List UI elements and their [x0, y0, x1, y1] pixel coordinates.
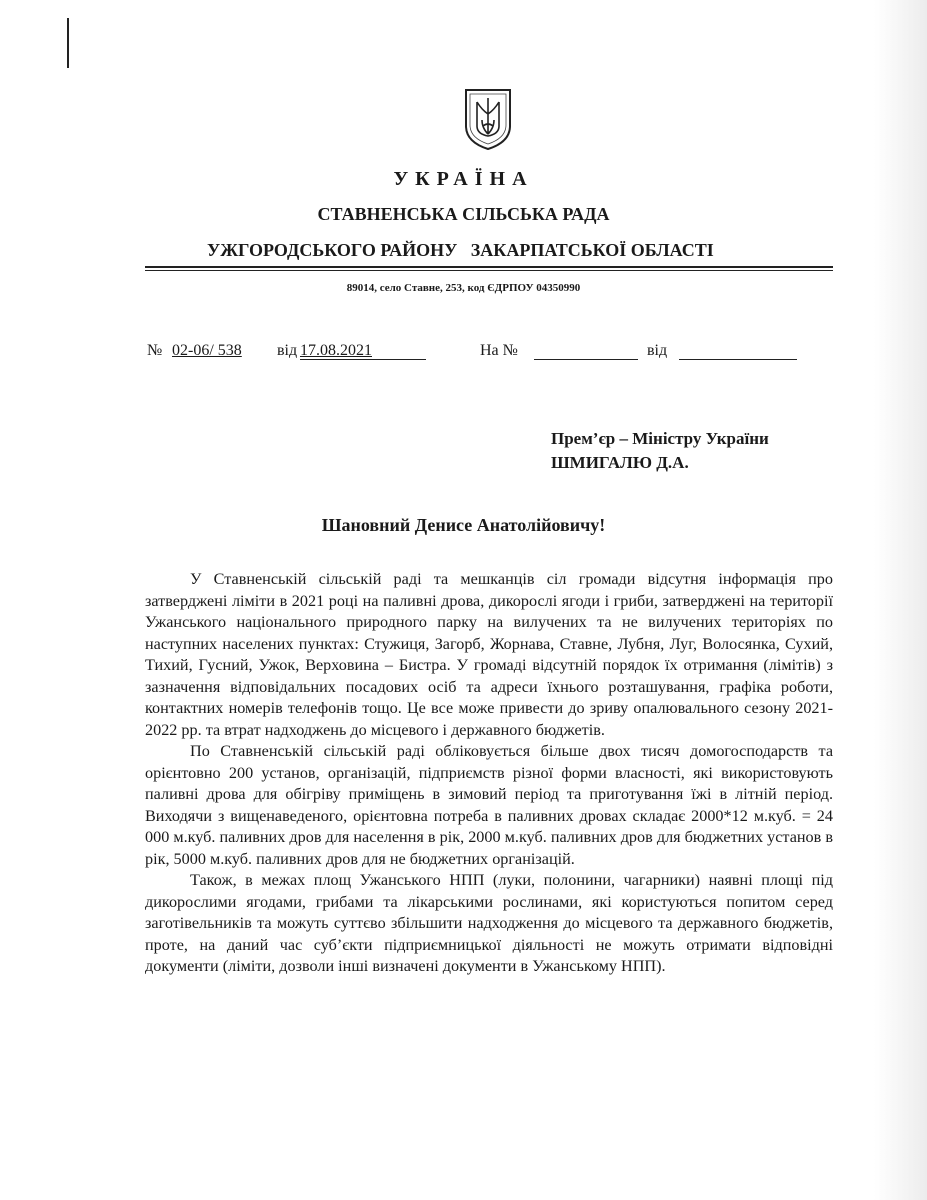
council-title: СТАВНЕНСЬКА СІЛЬСЬКА РАДА — [317, 204, 610, 224]
letter-body — [145, 569, 833, 978]
margin-mark — [67, 18, 69, 68]
paragraph: По Ставненській сільській раді обліковується більше двох тисяч домогосподарств та орієнтовно 200 установ, організацій, підприємств різної форми власності, які використовують паливні дрова для обігріву приміщень в зимовий період та приготування їжі в літній період. Виходячи з вищенаведеного, орієнтовна потреба в паливних дровах складає 2000*12 м.куб. = 24 000 м.куб. паливних дров для населення в рік, 2000 м.куб. паливних дров для бюджетних установ в рік, 5000 м.куб. паливних дров для не бюджетних організацій. — [145, 742, 833, 868]
reply-number-blank — [534, 359, 638, 360]
council-address: 89014, село Ставне, 253, код ЄДРПОУ 04350990 — [346, 282, 581, 294]
paragraph: У Ставненській сільській раді та мешканців сіл громади відсутня інформація про затверджені ліміти в 2021 році на паливні дрова, дикорослі ягоди і гриби, затверджені на території Ужанського національного природного парку на вилучених та не вилучених територіях по наступних населених пунктах: Стужиця, Загорб, Жорнава, Ставне, Лубня, Луг, Волосянка, Сухий, Тихий, Гусний, Ужок, Верховина – Бистра. У громаді відсутній порядок їх отримання (лімітів) з зазначення відповідальних посадових осіб та адреси їхнього розташування, графіка роботи, контактних номерів телефонів тощо. Це все може привести до зриву опалювального сезону 2021-2022 рр. та втрат надходжень до місцевого і державного бюджетів. — [145, 570, 833, 739]
addressee-block — [551, 427, 769, 475]
salutation: Шановний Денисе Анатолійовичу! — [321, 515, 606, 535]
header-rule-thin — [145, 270, 833, 271]
outgoing-number: 02-06/ 538 — [172, 342, 242, 359]
reply-label: На № — [480, 342, 518, 359]
coat-of-arms-icon — [462, 86, 514, 152]
addressee-position: Прем’єр – Міністру України — [551, 429, 769, 448]
date-label: від — [277, 342, 298, 359]
outgoing-date: 17.08.2021 — [300, 342, 372, 359]
reply-date-blank — [679, 359, 797, 360]
region-title: УЖГОРОДСЬКОГО РАЙОНУ ЗАКАРПАТСЬКОЇ ОБЛАСТІ — [207, 240, 714, 260]
addressee-name: ШМИГАЛЮ Д.А. — [551, 453, 689, 472]
country-title: УКРАЇНА — [393, 168, 534, 190]
number-label: № — [147, 342, 163, 359]
header-rule — [145, 266, 833, 268]
paragraph: Також, в межах площ Ужанського НПП (луки, полонини, чагарники) наявні площі під дикорослими ягодами, грибами та лікарськими рослинами, які користуються попитом серед заготівельників та можуть суттєво збільшити надходження до місцевого та державного бюджетів, проте, на даний час суб’єкти підприємницької діяльності не можуть отримати відповідні документи (ліміти, дозволи інші визначені документи в Ужанському НПП). — [145, 871, 833, 975]
reply-date-label: від — [647, 342, 668, 359]
date-underline — [300, 359, 426, 360]
